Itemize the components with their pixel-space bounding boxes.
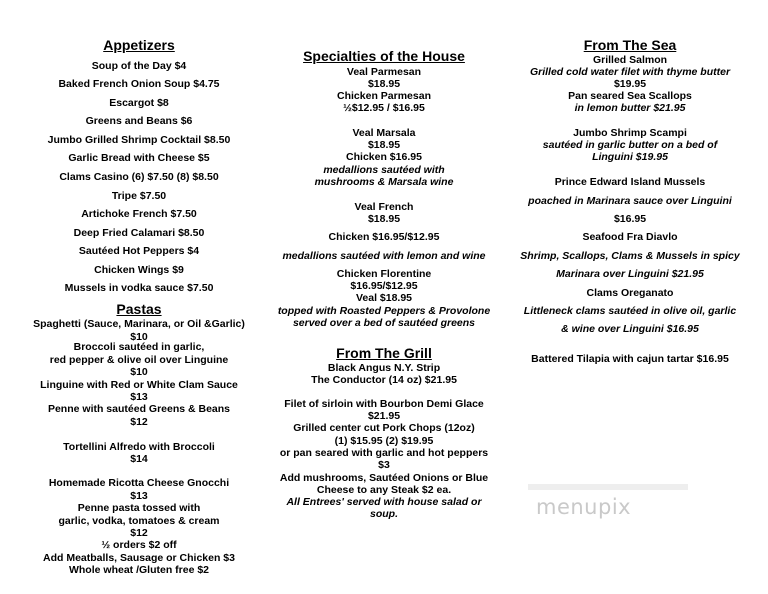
menu-item: Baked French Onion Soup $4.75: [58, 78, 220, 90]
menu-line: $18.95: [367, 78, 401, 90]
menu-line: ½$12.95 / $16.95: [343, 102, 425, 114]
menu-line: Grilled center cut Pork Chops (12oz): [293, 422, 475, 434]
menu-item: Mussels in vodka sauce $7.50: [64, 282, 214, 294]
menu-item: Soup of the Day $4: [91, 60, 187, 72]
menu-line: $12: [130, 527, 148, 539]
menu-line: Clams Oreganato: [586, 287, 674, 299]
menu-line: $21.95: [367, 410, 401, 422]
menu-item: Deep Fried Calamari $8.50: [73, 227, 205, 239]
menu-line: Cheese to any Steak $2 ea.: [316, 484, 452, 496]
menu-line: Chicken $16.95/$12.95: [328, 231, 440, 243]
menu-line: poached in Marinara sauce over Linguini: [528, 195, 732, 207]
menu-line: Homemade Ricotta Cheese Gnocchi: [48, 477, 230, 489]
watermark: menupix: [536, 495, 632, 519]
watermark-bar: [528, 484, 688, 490]
menu-line: Penne with sautéed Greens & Beans: [47, 403, 231, 415]
menu-line: Chicken Florentine: [336, 268, 432, 280]
menu-line: $14: [130, 453, 148, 465]
menu-line: topped with Roasted Peppers & Provolone: [277, 305, 491, 317]
specialties-heading: Specialties of the House: [303, 48, 465, 64]
menu-line: (1) $15.95 (2) $19.95: [334, 435, 434, 447]
menu-line: Shrimp, Scallops, Clams & Mussels in spicy: [520, 250, 740, 262]
pastas-heading: Pastas: [116, 301, 162, 317]
menu-line: $13: [130, 490, 148, 502]
menu-line: Chicken Parmesan: [337, 90, 431, 102]
menu-line: ½ orders $2 off: [101, 539, 177, 551]
menu-line: $18.95: [367, 139, 401, 151]
menu-item: Escargot $8: [109, 97, 169, 109]
menu-line: medallions sautéed with lemon and wine: [282, 250, 486, 262]
menu-line: Penne pasta tossed with: [77, 502, 201, 514]
menu-line: Linguini $19.95: [592, 151, 668, 163]
menu-line: Seafood Fra Diavlo: [582, 231, 678, 243]
menu-item: Garlic Bread with Cheese $5: [68, 152, 210, 164]
menu-line: Add Meatballs, Sausage or Chicken $3: [43, 552, 235, 564]
menu-line: Linguine with Red or White Clam Sauce: [40, 379, 238, 391]
menu-line: in lemon butter $21.95: [574, 102, 686, 114]
menu-item: Greens and Beans $6: [85, 115, 193, 127]
menu-line: Grilled cold water filet with thyme butter: [529, 66, 731, 78]
menu-item: Sautéed Hot Peppers $4: [78, 245, 200, 257]
menu-line: $16.95/$12.95: [350, 280, 418, 292]
menu-line: $16.95: [613, 213, 647, 225]
menu-line: Add mushrooms, Sautéed Onions or Blue: [279, 472, 489, 484]
menu-line: Broccoli sautéed in garlic,: [73, 341, 205, 353]
menu-item: Clams Casino (6) $7.50 (8) $8.50: [59, 171, 219, 183]
menu-item: Artichoke French $7.50: [81, 208, 197, 220]
menu-line: Filet of sirloin with Bourbon Demi Glace: [284, 398, 484, 410]
menu-line: Littleneck clams sautéed in olive oil, garlic: [523, 305, 737, 317]
menu-line: Grilled Salmon: [592, 54, 668, 66]
menu-line: Pan seared Sea Scallops: [568, 90, 692, 102]
menu-line: Veal $18.95: [355, 292, 413, 304]
menu-line: red pepper & olive oil over Linguine: [49, 354, 229, 366]
menu-line: $3: [378, 459, 390, 471]
menu-line: $18.95: [367, 213, 401, 225]
menu-line: Veal French: [354, 201, 414, 213]
menu-line: $10: [130, 331, 148, 343]
appetizers-heading: Appetizers: [103, 37, 175, 53]
menu-line: mushrooms & Marsala wine: [314, 176, 454, 188]
menu-line: Prince Edward Island Mussels: [554, 176, 706, 188]
sea-heading: From The Sea: [583, 37, 677, 53]
grill-heading: From The Grill: [336, 345, 432, 361]
menu-item: Chicken Wings $9: [94, 264, 184, 276]
menu-line: medallions sautéed with: [323, 164, 445, 176]
menu-line: served over a bed of sautéed greens: [292, 317, 476, 329]
menu-line: $12: [130, 416, 148, 428]
menu-line: $19.95: [613, 78, 647, 90]
menu-line: Marinara over Linguini $21.95: [556, 268, 704, 280]
menu-line: sautéed in garlic butter on a bed of: [542, 139, 718, 151]
menu-line: Battered Tilapia with cajun tartar $16.95: [531, 353, 729, 365]
menu-line: Chicken $16.95: [346, 151, 422, 163]
menu-line: $13: [130, 391, 148, 403]
menu-line: Whole wheat /Gluten free $2: [68, 564, 210, 576]
menu-item: Tripe $7.50: [111, 190, 167, 202]
menu-line: The Conductor (14 oz) $21.95: [311, 374, 457, 386]
menu-item: Jumbo Grilled Shrimp Cocktail $8.50: [47, 134, 231, 146]
menu-line: Spaghetti (Sauce, Marinara, or Oil &Garlic): [33, 318, 245, 330]
menu-line: Black Angus N.Y. Strip: [327, 362, 441, 374]
menu-line: Veal Marsala: [352, 127, 416, 139]
menu-line: garlic, vodka, tomatoes & cream: [58, 515, 220, 527]
menu-line: Tortellini Alfredo with Broccoli: [63, 441, 215, 453]
menu-line: Veal Parmesan: [346, 66, 422, 78]
menu-line: $10: [130, 366, 148, 378]
menu-line: Jumbo Shrimp Scampi: [573, 127, 687, 139]
menu-line: soup.: [370, 508, 398, 520]
menu-line: & wine over Linguini $16.95: [561, 323, 699, 335]
menu-line: All Entrees' served with house salad or: [286, 496, 482, 508]
menu-line: or pan seared with garlic and hot peppers: [279, 447, 489, 459]
